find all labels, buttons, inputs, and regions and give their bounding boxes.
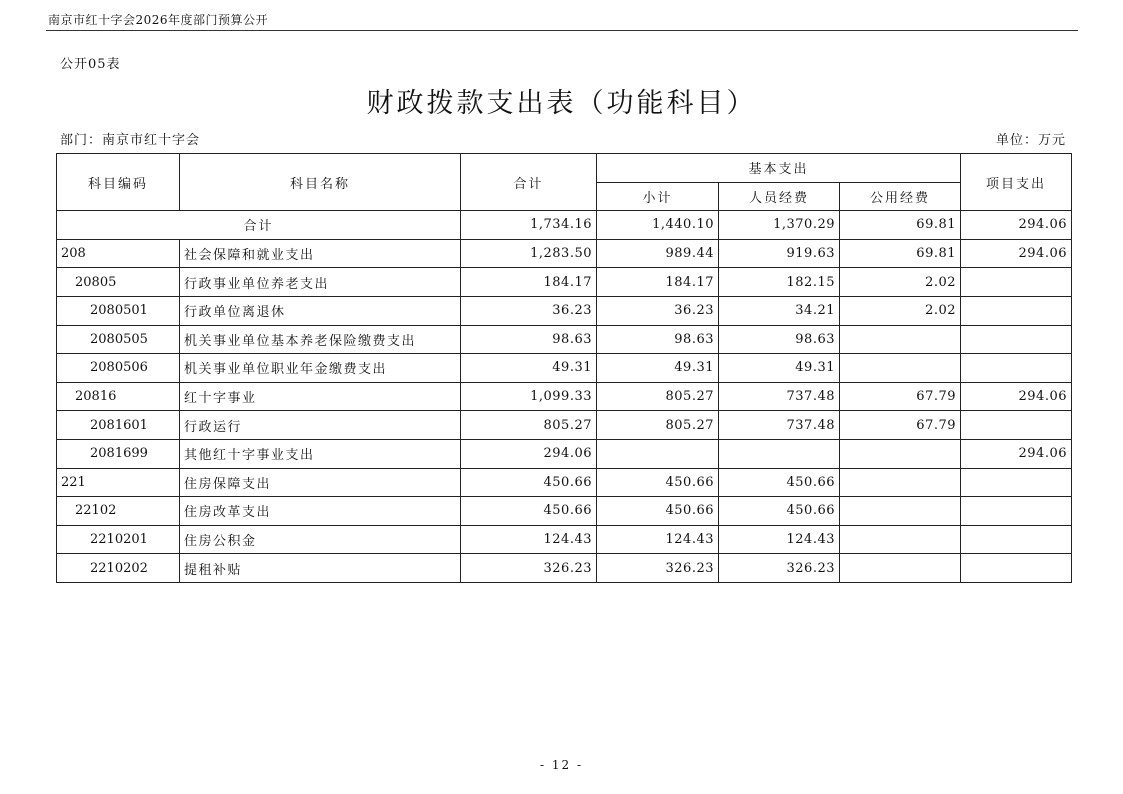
table-row	[57, 325, 1072, 354]
column-header-code: 科目编码	[57, 154, 180, 211]
table-row	[57, 525, 1072, 554]
cell-name: 社会保障和就业支出	[180, 239, 461, 268]
cell-personnel: 124.43	[719, 525, 840, 554]
cell-code: 2210201	[57, 525, 180, 554]
cell-name: 红十字事业	[180, 382, 461, 411]
cell-personnel: 34.21	[719, 296, 840, 325]
table-row	[57, 268, 1072, 297]
cell-public	[840, 554, 961, 583]
cell-project: 294.06	[961, 239, 1072, 268]
cell-personnel: 919.63	[719, 239, 840, 268]
table-row	[57, 296, 1072, 325]
header-rule	[46, 30, 1078, 31]
column-header-subtotal: 小计	[597, 182, 719, 211]
cell-subtotal: 450.66	[597, 468, 719, 497]
cell-public: 67.79	[840, 411, 961, 440]
cell-public	[840, 468, 961, 497]
cell-public: 2.02	[840, 268, 961, 297]
cell-personnel	[719, 439, 840, 468]
cell-personnel: 737.48	[719, 411, 840, 440]
cell-project	[961, 525, 1072, 554]
cell-project	[961, 325, 1072, 354]
cell-personnel: 450.66	[719, 468, 840, 497]
total-row-project: 294.06	[961, 211, 1072, 240]
cell-subtotal: 184.17	[597, 268, 719, 297]
page-number: - 12 -	[539, 758, 583, 772]
running-header: 南京市红十字会2026年度部门预算公开	[48, 13, 269, 27]
cell-subtotal: 49.31	[597, 354, 719, 383]
cell-total: 805.27	[461, 411, 597, 440]
total-row-personnel: 1,370.29	[719, 211, 840, 240]
cell-code: 2081699	[57, 439, 180, 468]
cell-project	[961, 354, 1072, 383]
table-row	[57, 468, 1072, 497]
cell-personnel: 326.23	[719, 554, 840, 583]
cell-code: 2210202	[57, 554, 180, 583]
cell-name: 机关事业单位职业年金缴费支出	[180, 354, 461, 383]
cell-subtotal: 326.23	[597, 554, 719, 583]
cell-project	[961, 268, 1072, 297]
cell-total: 326.23	[461, 554, 597, 583]
cell-project	[961, 468, 1072, 497]
cell-total: 450.66	[461, 497, 597, 526]
cell-code: 2080506	[57, 354, 180, 383]
cell-name: 其他红十字事业支出	[180, 439, 461, 468]
cell-code: 2080505	[57, 325, 180, 354]
cell-total: 98.63	[461, 325, 597, 354]
cell-personnel: 737.48	[719, 382, 840, 411]
cell-subtotal: 98.63	[597, 325, 719, 354]
column-header-basic-group: 基本支出	[597, 154, 961, 183]
cell-public: 69.81	[840, 239, 961, 268]
cell-code: 2080501	[57, 296, 180, 325]
cell-total: 1,283.50	[461, 239, 597, 268]
cell-public: 2.02	[840, 296, 961, 325]
cell-code: 221	[57, 468, 180, 497]
total-row-subtotal: 1,440.10	[597, 211, 719, 240]
cell-subtotal: 805.27	[597, 382, 719, 411]
cell-subtotal	[597, 439, 719, 468]
cell-personnel: 450.66	[719, 497, 840, 526]
cell-public	[840, 325, 961, 354]
cell-public	[840, 497, 961, 526]
department-label: 部门：南京市红十字会	[60, 133, 201, 148]
cell-public	[840, 354, 961, 383]
unit-label: 单位：万元	[995, 133, 1066, 148]
cell-personnel: 182.15	[719, 268, 840, 297]
cell-project	[961, 554, 1072, 583]
cell-project: 294.06	[961, 382, 1072, 411]
cell-total: 36.23	[461, 296, 597, 325]
cell-name: 行政事业单位养老支出	[180, 268, 461, 297]
cell-name: 住房改革支出	[180, 497, 461, 526]
cell-subtotal: 989.44	[597, 239, 719, 268]
table-row	[57, 497, 1072, 526]
cell-name: 行政运行	[180, 411, 461, 440]
cell-total: 124.43	[461, 525, 597, 554]
column-header-name: 科目名称	[180, 154, 461, 211]
table-row	[57, 554, 1072, 583]
cell-code: 20805	[57, 268, 180, 297]
cell-project	[961, 411, 1072, 440]
cell-name: 行政单位离退休	[180, 296, 461, 325]
cell-project: 294.06	[961, 439, 1072, 468]
total-row-total: 1,734.16	[461, 211, 597, 240]
column-header-public: 公用经费	[840, 182, 961, 211]
cell-name: 住房公积金	[180, 525, 461, 554]
cell-personnel: 98.63	[719, 325, 840, 354]
cell-name: 提租补贴	[180, 554, 461, 583]
cell-public	[840, 439, 961, 468]
cell-subtotal: 450.66	[597, 497, 719, 526]
cell-name: 机关事业单位基本养老保险缴费支出	[180, 325, 461, 354]
column-header-project: 项目支出	[961, 154, 1072, 211]
cell-name: 住房保障支出	[180, 468, 461, 497]
cell-project	[961, 296, 1072, 325]
table-number: 公开05表	[60, 57, 121, 72]
table-row	[57, 354, 1072, 383]
cell-public	[840, 525, 961, 554]
cell-total: 184.17	[461, 268, 597, 297]
table-row	[57, 411, 1072, 440]
total-row	[57, 211, 1072, 240]
budget-table	[56, 153, 1072, 583]
table-row	[57, 382, 1072, 411]
cell-code: 20816	[57, 382, 180, 411]
cell-subtotal: 805.27	[597, 411, 719, 440]
cell-public: 67.79	[840, 382, 961, 411]
cell-code: 208	[57, 239, 180, 268]
cell-total: 49.31	[461, 354, 597, 383]
cell-total: 1,099.33	[461, 382, 597, 411]
page-title: 财政拨款支出表（功能科目）	[366, 88, 757, 119]
column-header-total: 合计	[461, 154, 597, 211]
cell-code: 22102	[57, 497, 180, 526]
table-header-row-1	[57, 154, 1072, 183]
cell-subtotal: 36.23	[597, 296, 719, 325]
table-row	[57, 239, 1072, 268]
total-row-label: 合计	[57, 211, 461, 240]
cell-total: 294.06	[461, 439, 597, 468]
cell-personnel: 49.31	[719, 354, 840, 383]
cell-total: 450.66	[461, 468, 597, 497]
column-header-personnel: 人员经费	[719, 182, 840, 211]
total-row-public: 69.81	[840, 211, 961, 240]
cell-project	[961, 497, 1072, 526]
cell-code: 2081601	[57, 411, 180, 440]
table-row	[57, 439, 1072, 468]
cell-subtotal: 124.43	[597, 525, 719, 554]
